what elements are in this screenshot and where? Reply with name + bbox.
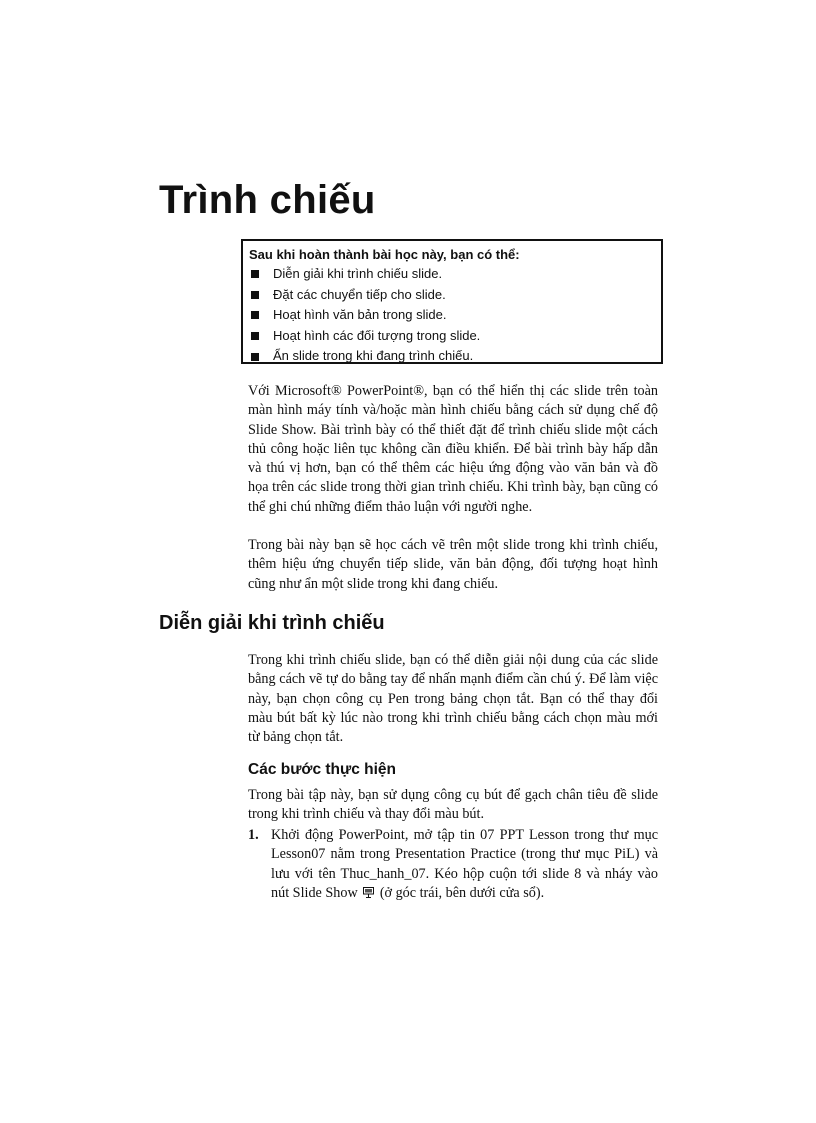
- objective-item: [249, 285, 661, 306]
- section-paragraph: Trong khi trình chiếu slide, bạn có thể diễn giải nội dung của các slide bằng cách vẽ tự do bằng tay để nhấn mạnh điểm cần chú ý. Để làm việc này, bạn chọn công cụ Pen trong bảng chọn tắt. Bạn có thể thay đổi màu bút bất kỳ lúc nào trong khi trình chiếu bằng cách chọn màu mới từ bảng chọn tắt.: [248, 652, 658, 746]
- objective-item: [249, 305, 661, 326]
- step-1: [248, 826, 658, 903]
- objective-text: Ẩn slide trong khi đang trình chiếu.: [273, 348, 474, 364]
- step-text-after: (ở góc trái, bên dưới cửa sổ).: [379, 884, 545, 901]
- objectives-heading: Sau khi hoàn thành bài học này, bạn có thể:: [249, 247, 520, 262]
- objective-item: [249, 346, 661, 367]
- objectives-list: [249, 264, 661, 367]
- chapter-title: Trình chiếu: [159, 178, 376, 222]
- steps-intro: Trong bài tập này, bạn sử dụng công cụ bút để gạch chân tiêu đề slide trong khi trình chiếu và thay đổi màu bút.: [248, 787, 658, 823]
- step-number: 1.: [248, 827, 259, 843]
- square-bullet-icon: [251, 311, 259, 319]
- square-bullet-icon: [251, 332, 259, 340]
- intro-paragraph-1: Với Microsoft® PowerPoint®, bạn có thể hiển thị các slide trên toàn màn hình máy tính và/hoặc màn hình chiếu bằng cách sử dụng chế độ Slide Show. Bài trình bày có thể thiết đặt để trình chiếu slide một cách thủ công hoặc liên tục không cần điều khiển. Để bài trình bày hấp dẫn và thú vị hơn, bạn có thể thêm các hiệu ứng động vào văn bản và đồ họa trên các slide trong thời gian trình chiếu. Khi trình bày, bạn cũng có thể ghi chú những điểm thảo luận với người nghe.: [248, 383, 658, 515]
- objective-text: Hoạt hình các đối tượng trong slide.: [273, 327, 481, 343]
- objectives-box: [241, 239, 663, 364]
- step-text-before: Khởi động PowerPoint, mở tập tin 07 PPT Lesson trong thư mục Lesson07 nằm trong Presentation Practice (trong thư mục PiL) và lưu với tên Thuc_hanh_07. Kéo hộp cuộn tới slide 8 và nháy vào nút Slide Show: [271, 827, 658, 901]
- steps-heading: Các bước thực hiện: [248, 761, 397, 778]
- objective-item: [249, 264, 661, 285]
- square-bullet-icon: [251, 353, 259, 361]
- objective-text: Đặt các chuyển tiếp cho slide.: [273, 286, 446, 302]
- square-bullet-icon: [251, 291, 259, 299]
- objective-text: Hoạt hình văn bản trong slide.: [273, 307, 447, 323]
- square-bullet-icon: [251, 270, 259, 278]
- step-text: [271, 826, 658, 903]
- slide-show-icon: [363, 887, 374, 898]
- section-heading: Diễn giải khi trình chiếu: [159, 612, 385, 634]
- objective-item: [249, 326, 661, 347]
- intro-paragraph-2: Trong bài này bạn sẽ học cách vẽ trên một slide trong khi trình chiếu, thêm hiệu ứng chuyển tiếp slide, văn bản động, đối tượng hoạt hình cũng như ẩn một slide trong khi đang chiếu.: [248, 537, 658, 592]
- objective-text: Diễn giải khi trình chiếu slide.: [273, 266, 443, 281]
